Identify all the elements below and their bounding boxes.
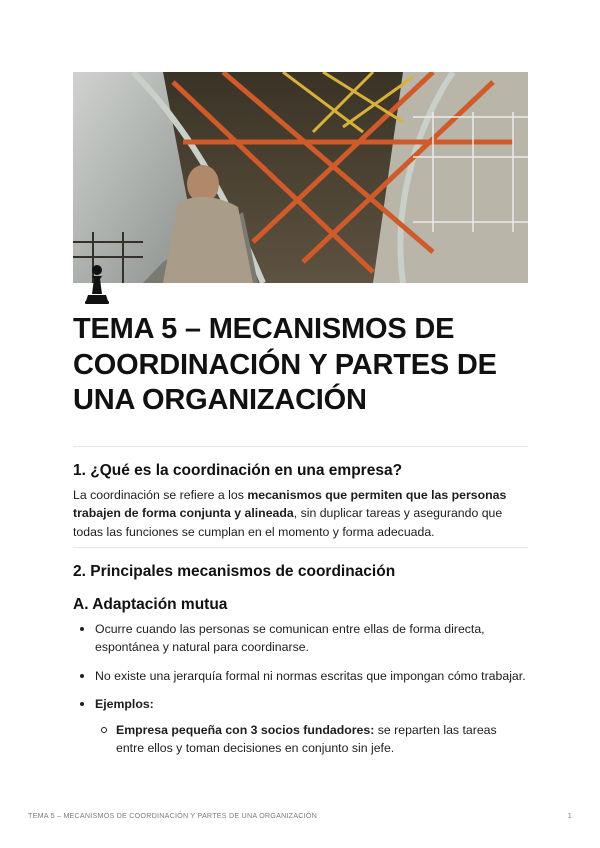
bullet-list: [73, 620, 528, 768]
section-heading: 2. Principales mecanismos de coordinación: [73, 563, 396, 580]
text: La coordinación se refiere a los: [73, 488, 248, 502]
examples-label: Ejemplos:: [95, 696, 154, 711]
list-item: [95, 721, 528, 758]
divider: [73, 547, 528, 548]
text: se reparten las tareas entre ellos y toman decisiones en conjunto sin jefe.: [116, 723, 497, 756]
list-item: No existe una jerarquía formal ni normas escritas que impongan cómo trabajar.: [73, 667, 528, 685]
sub-list: [95, 721, 528, 758]
section-heading: 1. ¿Qué es la coordinación en una empresa?: [73, 462, 403, 479]
divider: [73, 446, 528, 447]
bold-text: mecanismos que permiten que las personas trabajen de forma conjunta y alineada: [73, 488, 507, 521]
footer-title: TEMA 5 – MECANISMOS DE COORDINACIÓN Y PARTES DE UNA ORGANIZACIÓN: [28, 811, 318, 820]
bold-text: Empresa pequeña con 3 socios fundadores:: [116, 723, 375, 738]
text: , sin duplicar tareas y asegurando que todas las funciones se cumplan en el momento y forma adecuada.: [73, 506, 503, 539]
page-number: 1: [567, 811, 572, 820]
page-footer: [28, 811, 572, 820]
list-item: Ocurre cuando las personas se comunican entre ellas de forma directa, espontánea y natural para coordinarse.: [73, 620, 528, 657]
chess-pawn-icon: [82, 262, 112, 306]
page-title: TEMA 5 – MECANISMOS DE COORDINACIÓN Y PARTES DE UNA ORGANIZACIÓN: [73, 313, 497, 416]
list-item: [73, 695, 528, 758]
cover-image: [73, 72, 528, 283]
paragraph: [73, 486, 528, 541]
subsection-heading: A. Adaptación mutua: [73, 596, 228, 613]
